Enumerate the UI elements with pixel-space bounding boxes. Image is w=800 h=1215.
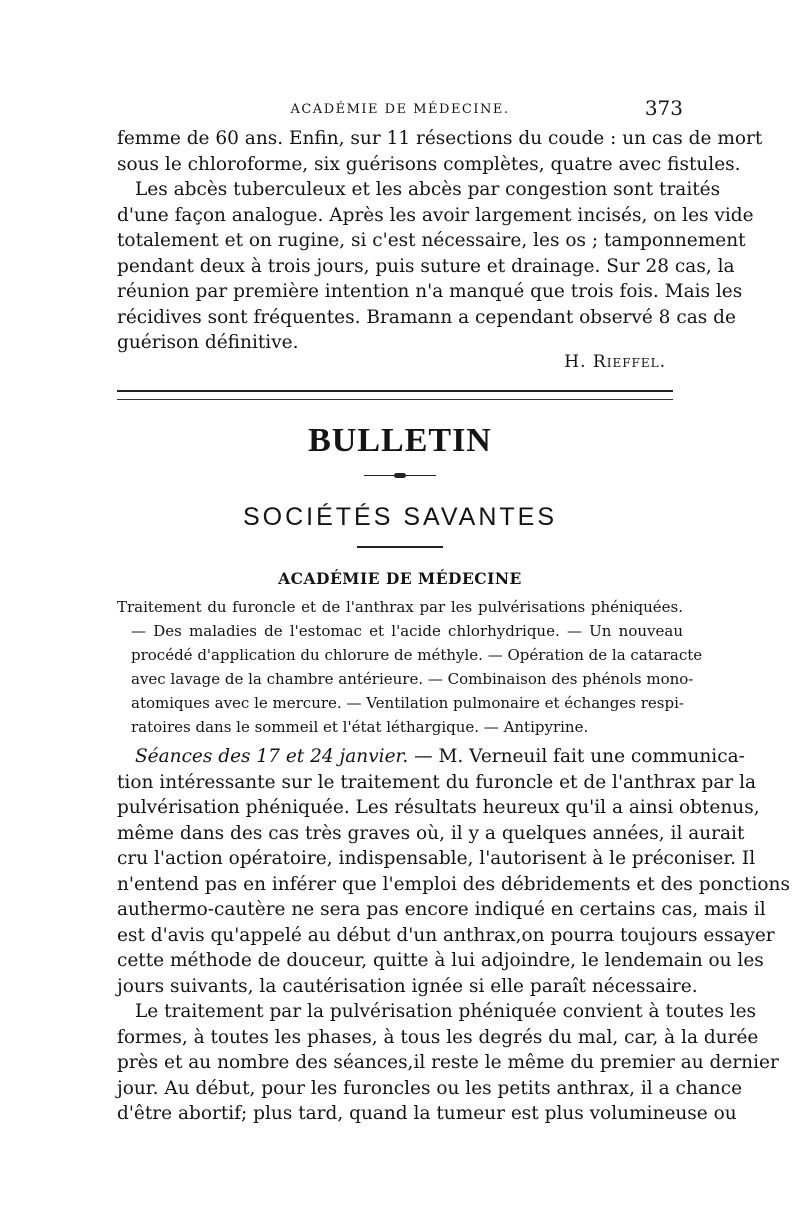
- text-line: totalement et on rugine, si c'est nécessaire, les os ; tamponnement: [117, 230, 746, 251]
- text-line: d'une façon analogue. Après les avoir largement incisés, on les vide: [117, 204, 754, 226]
- bulletin-title: BULLETIN: [308, 422, 492, 459]
- text-line: jour. Au début, pour les furoncles ou les petits anthrax, il a chance: [117, 1077, 743, 1099]
- summary-line: procédé d'application du chlorure de méthyle. — Opération de la cataracte: [131, 646, 703, 664]
- text-line: près et au nombre des séances,il reste le même du premier au dernier: [117, 1052, 779, 1073]
- section-title: SOCIÉTÉS SAVANTES: [242, 503, 558, 531]
- session-date: Séances des 17 et 24 janvier.: [135, 746, 409, 767]
- ornament-center: [394, 473, 406, 478]
- summary-line: Traitement du furoncle et de l'anthrax par les pulvérisations phéniquées.: [117, 598, 683, 616]
- text-line: réunion par première intention n'a manqué que trois fois. Mais les: [117, 281, 743, 302]
- running-title: ACADÉMIE DE MÉDECINE.: [290, 102, 510, 117]
- text-line: cette méthode de douceur, quitte à lui adjoindre, le lendemain ou les: [117, 950, 764, 971]
- final-paragraph: [117, 999, 779, 1127]
- text-line: [117, 744, 745, 770]
- text-line: n'entend pas en inférer que l'emploi des débridements et des ponctions: [117, 873, 790, 895]
- summary-line: avec lavage de la chambre antérieure. — Combinaison des phénols mono-: [131, 670, 694, 688]
- text-line: même dans des cas très graves où, il y a quelques années, il aurait: [117, 822, 745, 844]
- text-line: pendant deux à trois jours, puis suture et drainage. Sur 28 cas, la: [117, 255, 735, 277]
- text-line: cru l'action opératoire, indispensable, l'autorisent à le préconiser. Il: [117, 848, 756, 869]
- text-line: Les abcès tuberculeux et les abcès par congestion sont traités: [135, 179, 721, 200]
- text-line: sous le chloroforme, six guérisons complètes, quatre avec fistules.: [117, 153, 741, 175]
- text-line: d'être abortif; plus tard, quand la tumeur est plus volumineuse ou: [117, 1103, 737, 1124]
- text-line: femme de 60 ans. Enfin, sur 11 résections du coude : un cas de mort: [117, 128, 763, 149]
- text-line: est d'avis qu'appelé au début d'un anthrax,on pourra toujours essayer: [117, 924, 775, 946]
- text-line: jours suivants, la cautérisation ignée si elle paraît nécessaire.: [117, 975, 698, 997]
- summary-line: ratoires dans le sommeil et l'état léthargique. — Antipyrine.: [131, 718, 589, 736]
- text-line: authermo-cautère ne sera pas encore indiqué en certains cas, mais il: [117, 899, 766, 920]
- double-rule-divider: [117, 390, 673, 400]
- text-line: tion intéressante sur le traitement du furoncle et de l'anthrax par la: [117, 771, 757, 793]
- top-paragraph: [117, 126, 763, 356]
- short-rule: [357, 546, 443, 548]
- page-number: 373: [644, 96, 683, 120]
- text-line: pulvérisation phéniquée. Les résultats heureux qu'il a ainsi obtenus,: [117, 797, 760, 818]
- academy-heading: ACADÉMIE DE MÉDECINE: [278, 569, 522, 588]
- text-line: Le traitement par la pulvérisation phéniquée convient à toutes les: [135, 1001, 757, 1022]
- text-line: guérison définitive.: [117, 332, 299, 353]
- session-paragraph: [117, 744, 790, 999]
- text-line: formes, à toutes les phases, à tous les degrés du mal, car, à la durée: [117, 1026, 759, 1048]
- session-lead-text: — M. Verneuil fait une communica-: [408, 746, 745, 767]
- running-head: [117, 96, 683, 124]
- author-signature: H. Rieffel.: [564, 352, 666, 372]
- summary-line: atomiques avec le mercure. — Ventilation pulmonaire et échanges respi-: [131, 694, 684, 712]
- summary-line: — Des maladies de l'estomac et l'acide chlorhydrique. — Un nouveau: [131, 622, 683, 640]
- summary-block: [117, 595, 703, 739]
- text-line: récidives sont fréquentes. Bramann a cependant observé 8 cas de: [117, 306, 736, 328]
- ornament-divider: [364, 474, 436, 477]
